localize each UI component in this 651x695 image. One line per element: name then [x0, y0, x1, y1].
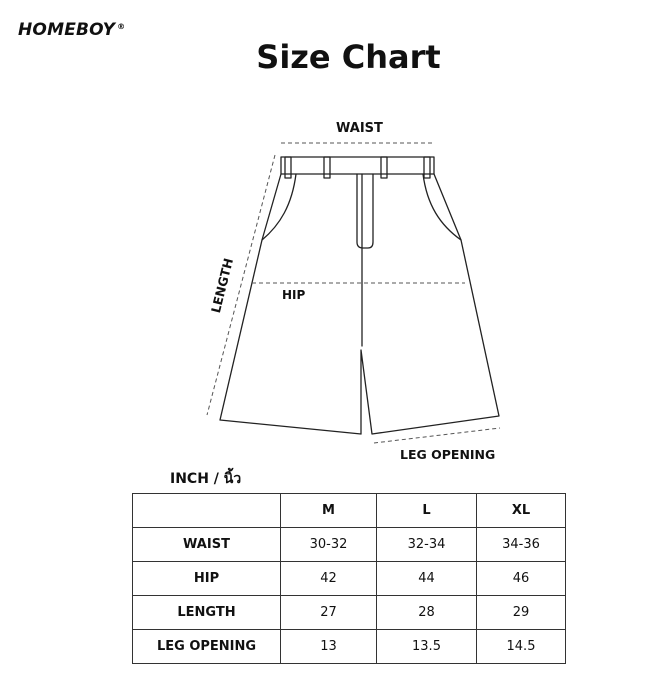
table-cell: 14.5: [477, 630, 566, 664]
waistband: [281, 157, 434, 174]
table-header-row: [133, 494, 566, 528]
table-cell: 27: [281, 596, 377, 630]
hip-label: HIP: [282, 288, 306, 302]
shorts-outline: [220, 174, 499, 434]
table-cell: 13.5: [377, 630, 477, 664]
length-label: LENGTH: [207, 256, 237, 315]
table-row: [133, 562, 566, 596]
table-row: [133, 596, 566, 630]
size-table: [132, 493, 566, 664]
row-label: HIP: [133, 562, 281, 596]
table-cell: 28: [377, 596, 477, 630]
table-row: [133, 630, 566, 664]
table-header-cell: M: [281, 494, 377, 528]
fly: [357, 174, 373, 248]
table-cell: 30-32: [281, 528, 377, 562]
page-title: Size Chart: [256, 38, 441, 76]
table-header-cell: L: [377, 494, 477, 528]
table-cell: 13: [281, 630, 377, 664]
belt-loop: [424, 157, 430, 178]
brand-name: HOMEBOY: [18, 20, 116, 40]
belt-loop: [285, 157, 291, 178]
row-label: WAIST: [133, 528, 281, 562]
waist-label: WAIST: [336, 121, 383, 136]
belt-loop: [324, 157, 330, 178]
row-label: LEG OPENING: [133, 630, 281, 664]
table-cell: 46: [477, 562, 566, 596]
table-cell: 32-34: [377, 528, 477, 562]
table-cell: 29: [477, 596, 566, 630]
table-cell: 42: [281, 562, 377, 596]
table-cell: 34-36: [477, 528, 566, 562]
table-header-cell: [133, 494, 281, 528]
leg-opening-label: LEG OPENING: [400, 447, 496, 462]
table-header-cell: XL: [477, 494, 566, 528]
table-row: [133, 528, 566, 562]
right-pocket: [423, 174, 461, 240]
leg-opening-measure-line: [374, 428, 500, 443]
belt-loop: [381, 157, 387, 178]
table-cell: 44: [377, 562, 477, 596]
row-label: LENGTH: [133, 596, 281, 630]
registered-mark: ®: [117, 22, 126, 31]
unit-label: INCH / นิ้ว: [170, 471, 242, 487]
